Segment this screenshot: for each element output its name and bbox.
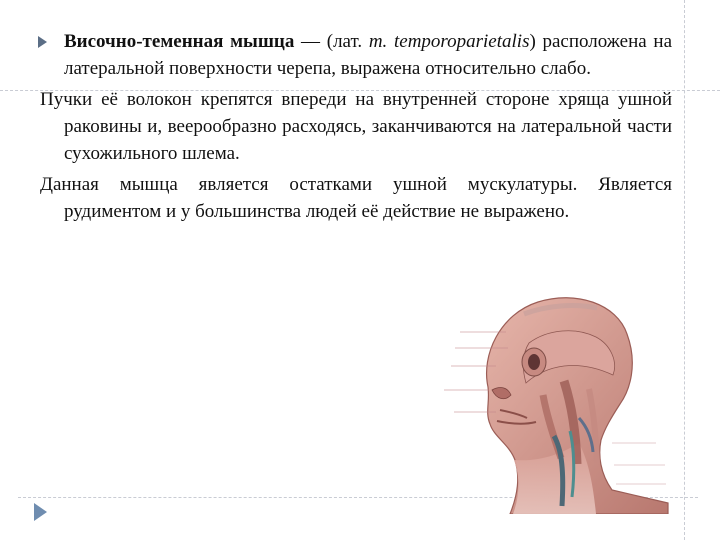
bullet-description: расположена на латеральной поверхности черепа, выражена относительно слабо. bbox=[64, 31, 673, 79]
latin-suffix: ) bbox=[529, 31, 536, 52]
next-slide-arrow-icon[interactable] bbox=[34, 503, 47, 521]
rudiment-paragraph: Данная мышца является остатками ушной мускулатуры. Является рудиментом и у большинства людей её действие не выражено. bbox=[40, 174, 672, 222]
slide-text bbox=[40, 28, 672, 229]
muscle-name: Височно-теменная мышца bbox=[64, 31, 295, 52]
latin-name: m. temporoparietalis bbox=[368, 31, 530, 52]
latin-prefix: — (лат. bbox=[294, 31, 369, 52]
fiber-paragraph: Пучки её волокон крепятся впереди на внутренней стороне хряща ушной раковины и, веерообразно расходясь, заканчиваются на латеральной части сухожильного шлема. bbox=[40, 89, 672, 164]
bullet-arrow-icon bbox=[38, 36, 47, 48]
bullet-paragraph bbox=[40, 28, 672, 82]
frame-guide-right bbox=[684, 0, 685, 540]
anatomical-head-neck-muscles-illustration bbox=[436, 292, 684, 514]
